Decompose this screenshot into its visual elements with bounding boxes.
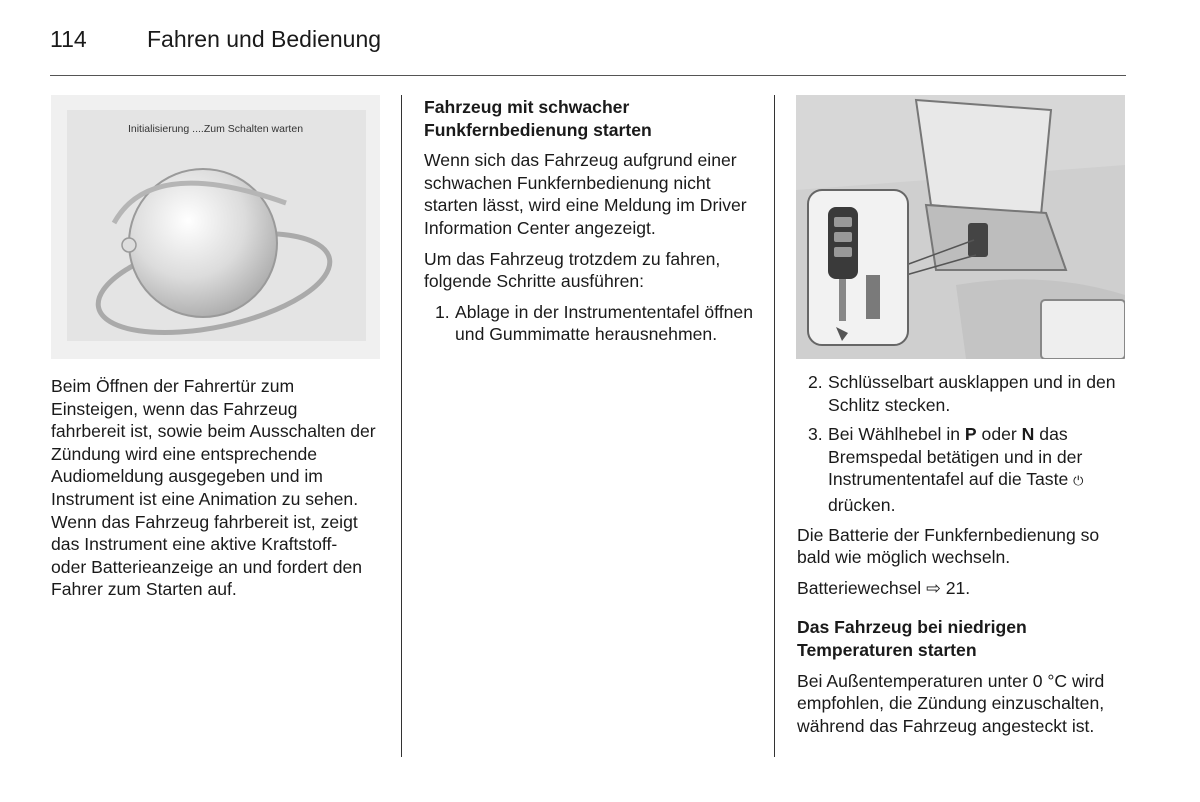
right-column (797, 371, 1127, 745)
step-3-text-end: drücken. (828, 494, 896, 515)
startup-animation-figure (51, 95, 380, 359)
left-column (51, 375, 376, 609)
step-1-text: Ablage in der Instrumententafel öffnen und Gummimatte herausnehmen. (455, 301, 753, 345)
step-3-text-pre: Bei Wählhebel in (828, 424, 965, 445)
step-2-text: Schlüsselbart ausklappen und in den Schlitz stecken. (828, 372, 1116, 415)
middle-column (424, 96, 759, 353)
step-1-number: 1. (435, 301, 450, 322)
column-divider-2 (774, 95, 775, 757)
gear-p-label: P (964, 424, 977, 445)
cold-start-paragraph: Bei Außentemperaturen unter 0 °C wird empfohlen, die Zündung einzuschalten, während das Fahrzeug angesteckt ist. (797, 670, 1105, 736)
page-reference-arrow-icon: ⇨ (926, 578, 941, 599)
step-3-text-post: das Bremspedal betätigen und in der Instrumententafel auf die Taste (828, 424, 1083, 490)
power-button-icon: ⏻ (1073, 474, 1084, 490)
cold-start-heading: Das Fahrzeug bei niedrigen Temperaturen starten (797, 617, 1027, 660)
step-3-number: 3. (808, 424, 823, 445)
column-divider-1 (401, 95, 402, 757)
key-slot-illustration (796, 95, 1125, 359)
step-2-number: 2. (808, 372, 823, 392)
step-2 (797, 371, 1127, 416)
console-key-slot-figure (796, 95, 1125, 359)
header-rule (50, 75, 1126, 76)
battery-reference (797, 577, 1127, 601)
page-number: 114 (50, 26, 87, 52)
steps-list-1 (424, 301, 759, 346)
left-body-text: Beim Öffnen der Fahrertür zum Einsteigen, wenn das Fahrzeug fahrbereit ist, sowie beim Ausschalten der Zündung wird eine entsprechende Audiomeldung ausgegeben und im Instrument ist eine Animation zu sehen. Wenn das Fahrzeug fahrbereit ist, zeigt das Instrument eine aktive Kraftstoff- oder Batterieanzeige an und fordert den Fahrer zum Starten auf. (51, 376, 376, 600)
reference-text: Batteriewechsel (797, 577, 922, 598)
page-title: Fahren und Bedienung (147, 26, 382, 52)
instructions-intro: Um das Fahrzeug trotzdem zu fahren, folgende Schritte ausführen: (424, 248, 721, 292)
steps-list-2 (797, 371, 1127, 517)
reference-page: 21. (940, 577, 971, 598)
step-3-text-mid: oder (976, 424, 1022, 445)
step-1 (424, 301, 759, 346)
step-3 (797, 423, 1127, 516)
weak-remote-paragraph: Wenn sich das Fahrzeug aufgrund einer schwachen Funkfernbedienung nicht starten lässt, wird eine Meldung im Driver Information Center angezeigt. (424, 150, 747, 238)
weak-remote-heading: Fahrzeug mit schwacher Funkfernbedienung starten (424, 97, 652, 140)
animation-caption: Initialisierung ....Zum Schalten warten (127, 123, 304, 135)
gear-n-label: N (1021, 424, 1035, 445)
battery-replace-text: Die Batterie der Funkfernbedienung so bald wie möglich wechseln. (797, 524, 1100, 568)
